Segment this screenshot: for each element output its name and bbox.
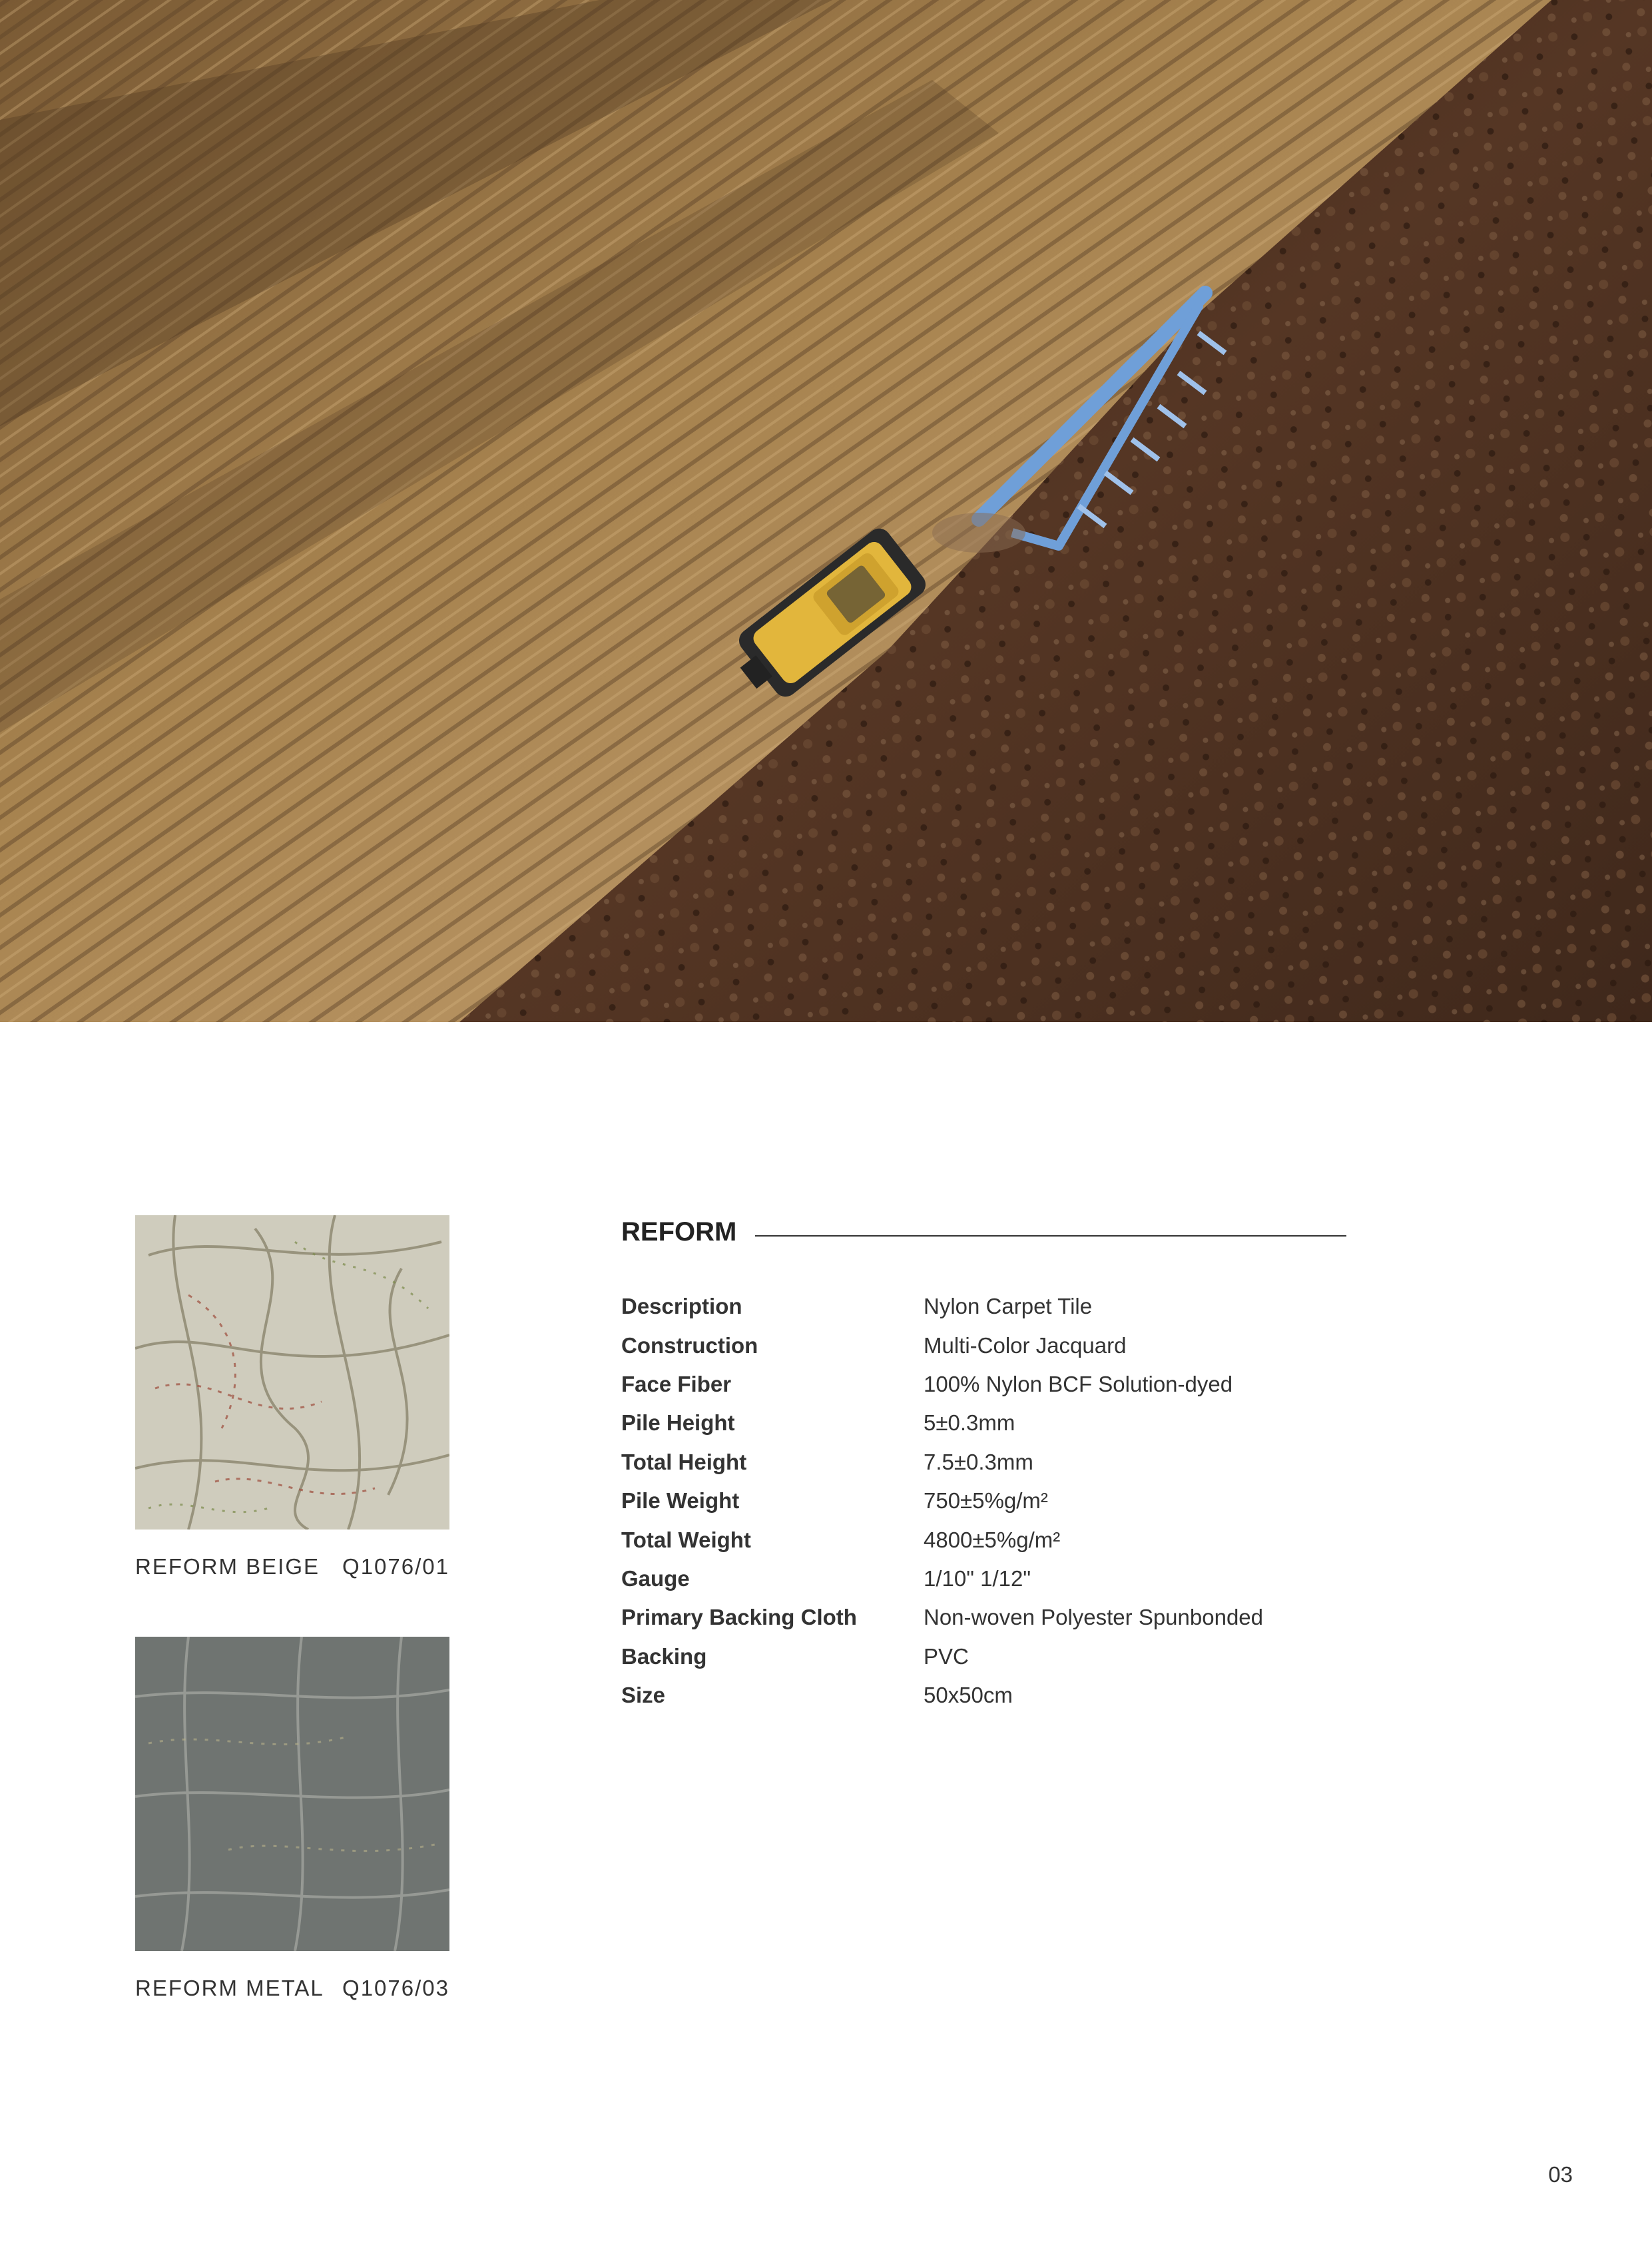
swatch-beige-caption xyxy=(135,1554,449,1579)
carpet-metal-texture xyxy=(135,1637,449,1951)
product-title: REFORM xyxy=(621,1217,737,1247)
spec-row xyxy=(621,1676,1263,1715)
swatch-beige-image xyxy=(135,1215,449,1530)
spec-value: PVC xyxy=(924,1643,969,1669)
spec-row xyxy=(621,1520,1263,1559)
swatch-metal-image xyxy=(135,1637,449,1951)
spec-row xyxy=(621,1404,1263,1442)
spec-label: Primary Backing Cloth xyxy=(621,1605,857,1630)
spec-label: Total Height xyxy=(621,1449,747,1474)
colorway-name: REFORM METAL xyxy=(135,1976,324,2000)
spec-value: 1/10" 1/12" xyxy=(924,1565,1031,1591)
spec-label: Size xyxy=(621,1683,666,1708)
spec-label: Face Fiber xyxy=(621,1371,732,1396)
colorway-code: Q1076/01 xyxy=(342,1554,449,1579)
spec-value: 7.5±0.3mm xyxy=(924,1449,1033,1474)
colorway-code: Q1076/03 xyxy=(342,1976,449,2000)
spec-table xyxy=(621,1287,1263,1715)
spec-row xyxy=(621,1559,1263,1598)
spec-value: Multi-Color Jacquard xyxy=(924,1332,1127,1358)
spec-row xyxy=(621,1365,1263,1404)
spec-row xyxy=(621,1326,1263,1364)
spec-value: 750±5%g/m² xyxy=(924,1488,1048,1514)
spec-label: Pile Weight xyxy=(621,1488,740,1514)
page-number: 03 xyxy=(1548,2162,1573,2187)
spec-row xyxy=(621,1443,1263,1482)
spec-row xyxy=(621,1637,1263,1676)
spec-value: 50x50cm xyxy=(924,1683,1013,1708)
spec-label: Backing xyxy=(621,1643,707,1669)
spec-value: 5±0.3mm xyxy=(924,1410,1015,1436)
spec-value: 100% Nylon BCF Solution-dyed xyxy=(924,1371,1233,1396)
field-tractor-image xyxy=(0,0,1652,1022)
title-divider xyxy=(755,1235,1346,1237)
spec-value: Non-woven Polyester Spunbonded xyxy=(924,1605,1264,1630)
colorway-name: REFORM BEIGE xyxy=(135,1554,320,1579)
spec-row xyxy=(621,1287,1263,1326)
spec-label: Description xyxy=(621,1294,742,1319)
spec-value: 4800±5%g/m² xyxy=(924,1527,1061,1552)
carpet-beige-texture xyxy=(135,1215,449,1530)
spec-row xyxy=(621,1598,1263,1637)
spec-label: Pile Height xyxy=(621,1410,735,1436)
spec-value: Nylon Carpet Tile xyxy=(924,1294,1093,1319)
spec-label: Gauge xyxy=(621,1565,690,1591)
spec-label: Total Weight xyxy=(621,1527,751,1552)
spec-label: Construction xyxy=(621,1332,758,1358)
swatch-metal-caption xyxy=(135,1976,449,2001)
hero-photo xyxy=(0,0,1652,1022)
spec-row xyxy=(621,1482,1263,1520)
